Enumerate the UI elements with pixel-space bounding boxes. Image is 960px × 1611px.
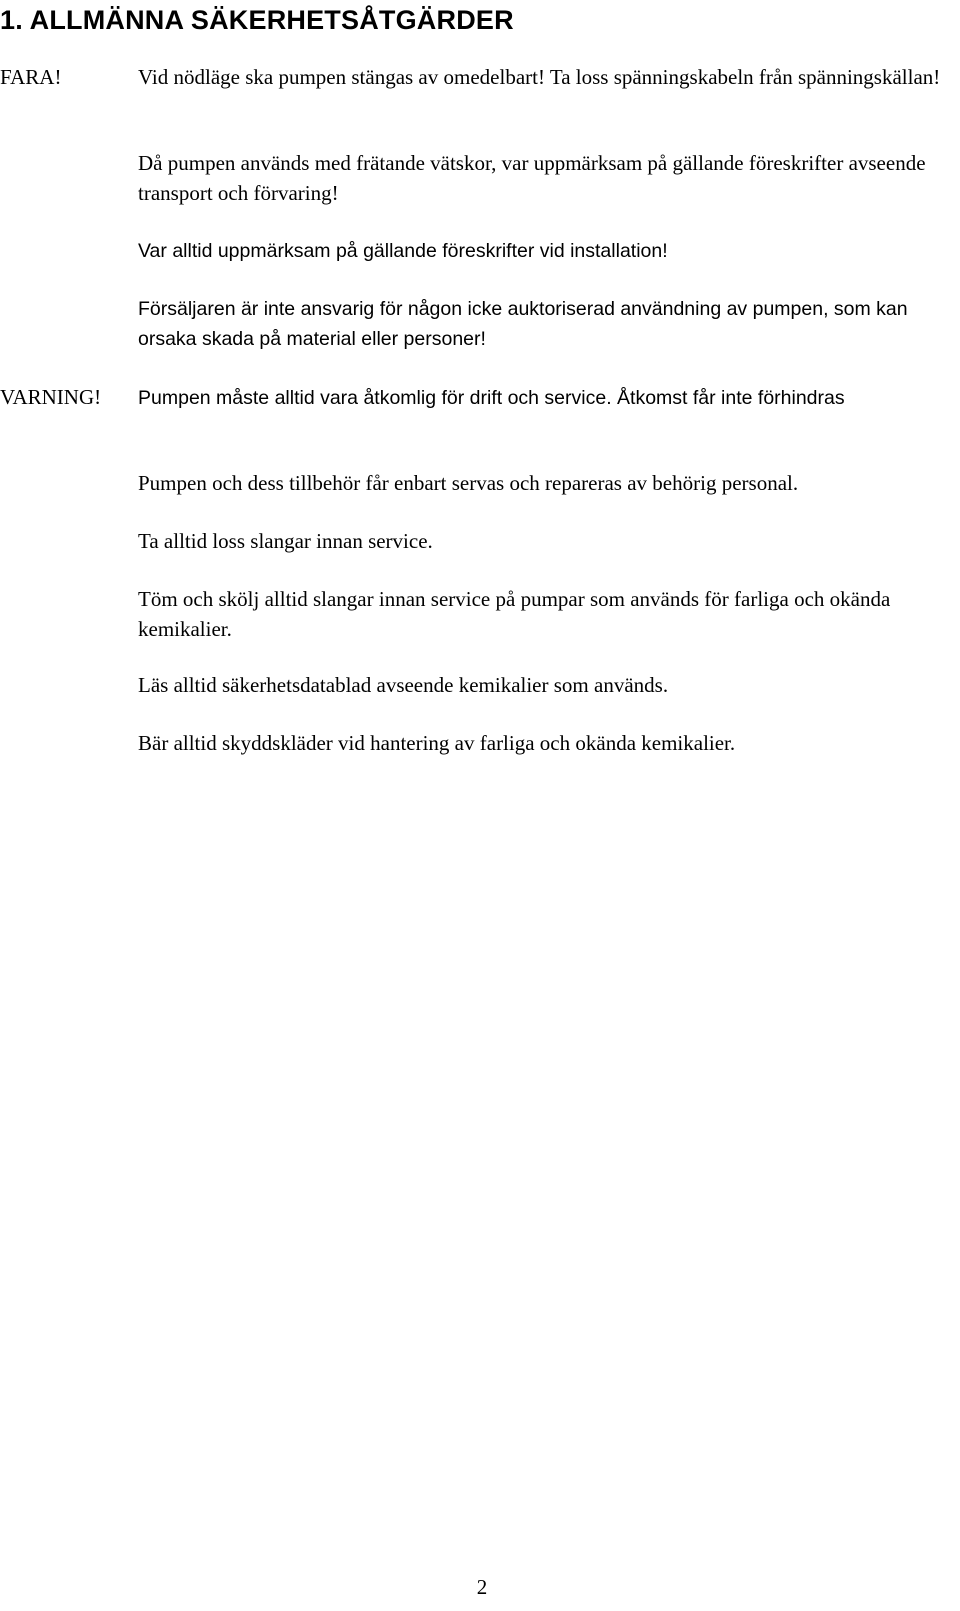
danger-paragraph: Försäljaren är inte ansvarig för någon icke auktoriserad användning av pumpen, som kan orsaka skada på material eller personer! bbox=[138, 298, 908, 350]
danger-paragraph: Då pumpen används med frätande vätskor, var uppmärksam på gällande föreskrifter avseende transport och förvaring! bbox=[138, 151, 926, 205]
warning-label: VARNING! bbox=[0, 385, 102, 409]
warning-paragraph: Töm och skölj alltid slangar innan service på pumpar som används för farliga och okända kemikalier. bbox=[138, 587, 891, 641]
warning-paragraph: Pumpen och dess tillbehör får enbart servas och repareras av behörig personal. bbox=[138, 471, 799, 495]
warning-paragraph: Ta alltid loss slangar innan service. bbox=[138, 529, 433, 553]
warning-paragraph: Bär alltid skyddskläder vid hantering av farliga och okända kemikalier. bbox=[138, 731, 736, 755]
danger-label: FARA! bbox=[0, 65, 62, 89]
section-heading: 1. ALLMÄNNA SÄKERHETSÅTGÄRDER bbox=[0, 5, 514, 35]
warning-block bbox=[0, 382, 946, 413]
warning-paragraph: Pumpen måste alltid vara åtkomlig för drift och service. Åtkomst får inte förhindras bbox=[138, 387, 845, 409]
page-number: 2 bbox=[476, 1575, 488, 1599]
danger-paragraph: Vid nödläge ska pumpen stängas av omedelbart! Ta loss spänningskabeln från spänningskällan! bbox=[138, 65, 941, 89]
warning-paragraph: Läs alltid säkerhetsdatablad avseende kemikalier som används. bbox=[138, 673, 669, 697]
danger-paragraph: Var alltid uppmärksam på gällande föreskrifter vid installation! bbox=[138, 240, 668, 262]
